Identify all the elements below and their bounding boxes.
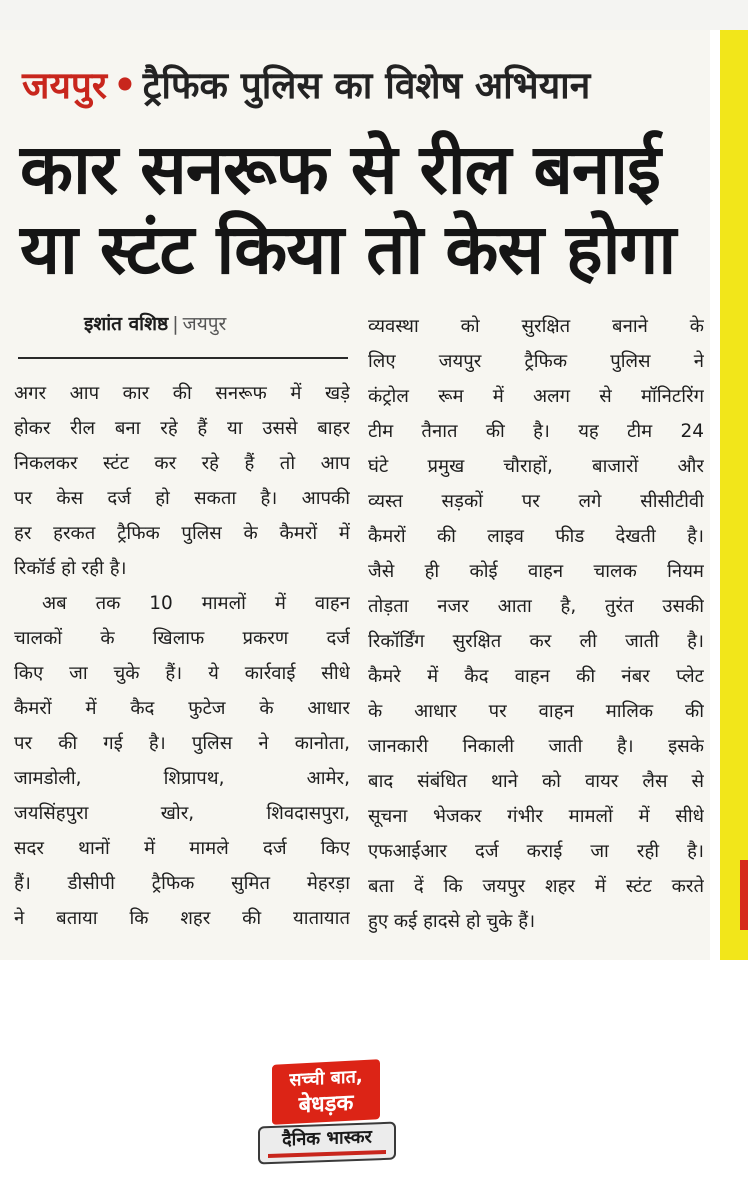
- kicker: [22, 62, 708, 110]
- article-line: अब तक 10 मामलों में वाहन: [42, 593, 350, 614]
- article-line: किए जा चुके हैं। ये कार्रवाई सीधे: [14, 663, 350, 684]
- article-line: हुए कई हादसे हो चुके हैं।: [368, 911, 536, 932]
- article-line: हर हरकत ट्रैफिक पुलिस के कैमरों में: [14, 523, 350, 544]
- article-line: होकर रील बना रहे हैं या उससे बाहर: [14, 418, 350, 439]
- article-line: व्यस्त सड़कों पर लगे सीसीटीवी: [368, 491, 704, 512]
- article-line: लिए जयपुर ट्रैफिक पुलिस ने: [368, 351, 704, 372]
- article-line: जानकारी निकाली जाती है। इसके: [368, 736, 704, 757]
- byline: [84, 309, 226, 339]
- kicker-city: जयपुर: [22, 64, 108, 107]
- brand-name: दैनिक भास्कर: [282, 1126, 372, 1151]
- adjacent-page-yellow-strip: [720, 30, 748, 960]
- article-line: अगर आप कार की सनरूफ में खड़े: [14, 383, 350, 404]
- kicker-separator: •: [113, 64, 137, 107]
- article-line: घंटे प्रमुख चौराहों, बाजारों और: [368, 456, 704, 477]
- byline-rule: [18, 357, 348, 359]
- article-line: व्यवस्था को सुरक्षित बनाने के: [368, 316, 704, 337]
- article-line: रिकॉर्ड हो रही है।: [14, 558, 127, 579]
- article-line: बाद संबंधित थाने को वायर लैस से: [368, 771, 704, 792]
- article-line: कैमरों में कैद फुटेज के आधार: [14, 698, 350, 719]
- brand-logo: [258, 1122, 396, 1165]
- article-line: निकलकर स्टंट कर रहे हैं तो आप: [14, 453, 350, 474]
- article-line: एफआईआर दर्ज कराई जा रही है।: [368, 841, 704, 862]
- article-line: ने बताया कि शहर की यातायात: [14, 908, 350, 929]
- article-line: पर केस दर्ज हो सकता है। आपकी: [14, 488, 350, 509]
- article-line: सूचना भेजकर गंभीर मामलों में सीधे: [368, 806, 704, 827]
- article-column-1: [14, 376, 350, 936]
- byline-author: इशांत वशिष्ठ: [84, 313, 169, 335]
- kicker-text: ट्रैफिक पुलिस का विशेष अभियान: [142, 64, 591, 107]
- page-top-margin: [0, 0, 748, 30]
- headline-line-2: या स्टंट किया तो केस होगा: [20, 210, 676, 290]
- article-line: टीम तैनात की है। यह टीम 24: [368, 421, 704, 442]
- article-line: सदर थानों में मामले दर्ज किए: [14, 838, 350, 859]
- adjacent-column-gap: [710, 30, 720, 960]
- article-line: कैमरों की लाइव फीड देखती है।: [368, 526, 704, 547]
- article-line: जैसे ही कोई वाहन चालक नियम: [368, 561, 704, 582]
- article-line: चालकों के खिलाफ प्रकरण दर्ज: [14, 628, 350, 649]
- article-line: तोड़ता नजर आता है, तुरंत उसकी: [368, 596, 704, 617]
- tagline-line-2: बेधड़क: [298, 1090, 354, 1119]
- article-column-2: [368, 309, 704, 939]
- byline-place: जयपुर: [182, 313, 227, 335]
- article-line: कंट्रोल रूम में अलग से मॉनिटरिंग: [368, 386, 704, 407]
- article-line: हैं। डीसीपी ट्रैफिक सुमित मेहरड़ा: [14, 873, 350, 894]
- article-line: बता दें कि जयपुर शहर में स्टंट करते: [368, 876, 704, 897]
- article-line: पर की गई है। पुलिस ने कानोता,: [14, 733, 350, 754]
- byline-divider: |: [172, 313, 179, 335]
- tagline-line-1: सच्ची बात,: [289, 1066, 363, 1091]
- article-line: रिकॉर्डिंग सुरक्षित कर ली जाती है।: [368, 631, 704, 652]
- adjacent-page-red-mark: [740, 860, 748, 930]
- tagline-badge: [272, 1059, 380, 1125]
- article-line: के आधार पर वाहन मालिक की: [368, 701, 704, 722]
- article-line: कैमरे में कैद वाहन की नंबर प्लेट: [368, 666, 704, 687]
- article-line: जामडोली, शिप्रापथ, आमेर,: [14, 768, 350, 789]
- article-line: जयसिंहपुरा खोर, शिवदासपुरा,: [14, 803, 350, 824]
- headline-line-1: कार सनरूफ से रील बनाई: [20, 130, 660, 210]
